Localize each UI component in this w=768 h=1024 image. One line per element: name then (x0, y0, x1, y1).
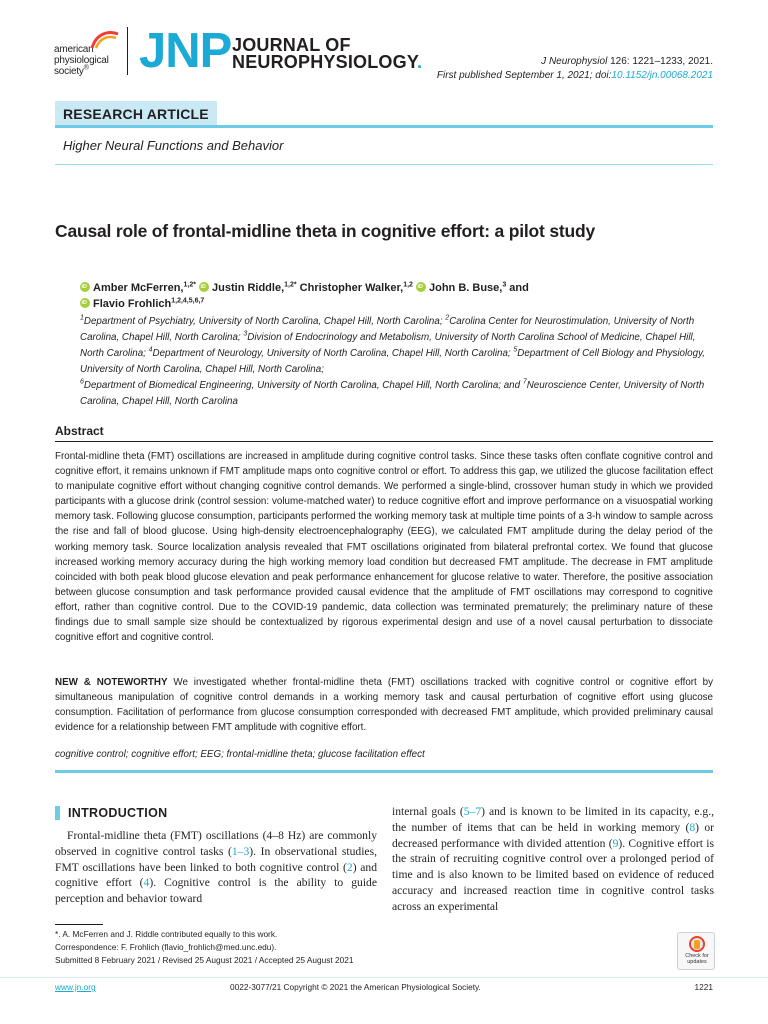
body-column-right: internal goals (5–7) and is known to be limited in its capacity, e.g., the number of items that can be held in working memory (8) or decreased performance with divided attention (9). Cognitive effort is the strain of recruiting cognitive control over a prolonged period of time and is also known to be limited based on evidence of reduced accuracy and increased reaction time in cognitive control tasks across an experimental (392, 805, 715, 913)
author-list (80, 280, 710, 312)
citation-journal: J Neurophysiol (541, 56, 608, 67)
reference-link[interactable]: 2 (346, 860, 353, 874)
crossmark-badge[interactable] (677, 932, 715, 970)
article-type-rule (55, 125, 713, 128)
affiliation-4: Department of Neurology, University of North Carolina, Chapel Hill, North Carolina; (152, 348, 511, 359)
orcid-icon[interactable] (199, 282, 209, 292)
author-name: John B. Buse, (428, 282, 503, 294)
author-affil-sup: 1,2 (403, 281, 413, 289)
keywords: cognitive control; cognitive effort; EEG; frontal-midline theta; glucose facilitation effect (55, 749, 425, 760)
affiliation-2: Carolina Center for Neurostimulation, University of North Carolina, Chapel Hill, North Carolina; (80, 316, 695, 343)
author-affil-sup: 1,2* (183, 281, 196, 289)
author-name: Justin Riddle, (212, 282, 285, 294)
author-affil-sup: 1,2,4,5,6,7 (171, 297, 205, 305)
reference-link[interactable]: 1–3 (231, 844, 250, 858)
author-affil-sup: 3 (502, 281, 507, 289)
journal-title-line-2: NEUROPHYSIOLOGY. (232, 52, 423, 72)
crossmark-icon (689, 936, 705, 952)
crossmark-label: Check for updates (685, 953, 709, 965)
author-conjunction: and (509, 282, 529, 294)
author-name: Flavio Frohlich (93, 298, 172, 310)
new-noteworthy-text: We investigated whether frontal-midline theta (FMT) oscillations tracked with cognitive control or cognitive effort by simultaneous manipulation of cognitive control demands in a working memory task and causal perturbation of cognitive effort using glucose consumption. Facilitation of performance from glucose consumption corresponded with decreased FMT amplitude, which provided preliminary causal evidence for a relationship between FMT amplitude with cognitive effort. (55, 677, 713, 734)
journal-title (232, 37, 422, 71)
orcid-icon[interactable] (416, 282, 426, 292)
author-name: Amber McFerren, (93, 282, 184, 294)
intro-heading: INTRODUCTION (55, 806, 167, 820)
article-type-label: RESEARCH ARTICLE (55, 101, 217, 127)
header-divider (127, 27, 128, 75)
reference-link[interactable]: 8 (689, 820, 696, 834)
new-noteworthy-label: NEW & NOTEWORTHY (55, 677, 168, 688)
footnote-correspondence: Correspondence: F. Frohlich (flavio_frohlich@med.unc.edu). (55, 942, 277, 952)
section-rule (55, 164, 713, 165)
abstract-heading: Abstract (55, 424, 104, 438)
citation-published: First published September 1, 2021; doi: (436, 70, 612, 81)
abstract-text: Frontal-midline theta (FMT) oscillations are increased in amplitude during cognitive control tasks. Since these tasks often conflate cognitive control and cognitive effort, it remains unknown if FMT amplitude maps onto cognitive control or effort. To address this gap, we utilized the glucose facilitation effect to manipulate cognitive effort without changing cognitive control demands. We performed a single-blind, crossover human study in which we provided participants with a glucose drink (control session: volume-matched water) to reduce cognitive effort and improve performance on a visuospatial working memory task. Following glucose consumption, participants performed the working memory task at multiple time points of a 3-h window to sample across the rise and fall of blood glucose. Using high-density electroencephalography (EEG), we calculated FMT amplitude during the delay period of the working memory task. Source localization analysis revealed that FMT oscillations originated from bilateral prefrontal cortex. We found that glucose increased working memory accuracy during the high working memory load condition but decreased FMT amplitude. The decrease in FMT amplitude coincided with both peak blood glucose elevation and peak performance enhancement for glucose relative to water. Therefore, the positive association between glucose consumption and task performance provided causal evidence that the amplitude of FMT oscillations may correspond to cognitive effort, rather than cognitive control. Due to the COVID-19 pandemic, data collection was terminated prematurely; the preliminary nature of these findings due to small sample size should be contextualized by rigorous experimental design and use of a novel causal perturbation to dissociate cognitive effort and cognitive control. (55, 451, 713, 644)
aps-line-2: physiological (54, 55, 109, 66)
author-name: Christopher Walker, (299, 282, 404, 294)
section-name: Higher Neural Functions and Behavior (63, 138, 284, 153)
copyright: 0022-3077/21 Copyright © 2021 the American Physiological Society. (230, 982, 481, 992)
affiliation-3: Division of Endocrinology and Metabolism, University of North Carolina School of Medicine, Chapel Hill, North Carolina; (80, 332, 696, 359)
footnote-rule (55, 924, 103, 925)
abstract-rule (55, 441, 713, 442)
affiliations: $^1$Department of Psychiatry, University of North Carolina, Chapel Hill, North Carolina; $^2$Carolina Center for Neurostimulation, University of North Carolina, Chapel Hill, North Carolina; $^3$Division of Endocrinology and Metabolism, University of North Carolina School of Medicine, Chapel Hill, North Carolina; $^4$Department of Neurology, University of North Carolina, Chapel Hill, North Carolina; $^5$Department of Cell Biology and Physiology, University of North Carolina, Chapel Hill, North Carolina; $^6$Department of Biomedical Engineering, University of North Carolina, Chapel Hill, North Carolina; and $^7$Neuroscience Center, University of North Carolina, Chapel Hill, North Carolina (80, 314, 705, 407)
page-number: 1221 (694, 982, 713, 992)
abstract-end-rule (55, 770, 713, 773)
footnotes (55, 928, 353, 967)
orcid-icon[interactable] (80, 298, 90, 308)
citation-volume: 126: 1221–1233, 2021. (610, 56, 713, 67)
reference-link[interactable]: 5–7 (463, 805, 482, 818)
affiliation-6: Department of Biomedical Engineering, University of North Carolina, Chapel Hill, North Carolina; and (83, 380, 521, 391)
orcid-icon[interactable] (80, 282, 90, 292)
body-column-left: Frontal-midline theta (FMT) oscillations (4–8 Hz) are commonly observed in cognitive control tasks (1–3). In observational studies, FMT oscillations have been linked to both cognitive control (2) and cognitive effort (4). Cognitive control is the ability to guide perception and behavior toward (55, 829, 378, 906)
affiliation-7: Neuroscience Center, University of North Carolina, Chapel Hill, North Carolina (80, 380, 705, 407)
footnote-equal-contribution: *. A. McFerren and J. Riddle contributed equally to this work. (55, 929, 278, 939)
aps-swoosh-icon (90, 28, 120, 50)
footnote-dates: Submitted 8 February 2021 / Revised 25 August 2021 / Accepted 25 August 2021 (55, 955, 354, 965)
doi-link[interactable]: 10.1152/jn.00068.2021 (611, 70, 713, 81)
affiliation-5: Department of Cell Biology and Physiology, University of North Carolina, Chapel Hill, North Carolina; (80, 348, 705, 375)
reference-link[interactable]: 9 (612, 836, 619, 850)
article-title: Causal role of frontal-midline theta in cognitive effort: a pilot study (55, 221, 596, 241)
journal-title-line-1: JOURNAL OF (232, 35, 351, 55)
heading-marker (55, 806, 60, 820)
citation (437, 55, 713, 83)
reference-link[interactable]: 4 (143, 876, 150, 890)
aps-line-3: society® (54, 64, 89, 77)
affiliation-1: Department of Psychiatry, University of North Carolina, Chapel Hill, North Carolina; (83, 316, 443, 327)
journal-abbrev: JNP (139, 24, 232, 78)
aps-line-1: american (54, 44, 94, 55)
author-affil-sup: 1,2* (284, 281, 297, 289)
footer-rule (0, 977, 768, 978)
journal-site-link[interactable]: www.jn.org (55, 982, 96, 992)
new-noteworthy (55, 675, 713, 735)
